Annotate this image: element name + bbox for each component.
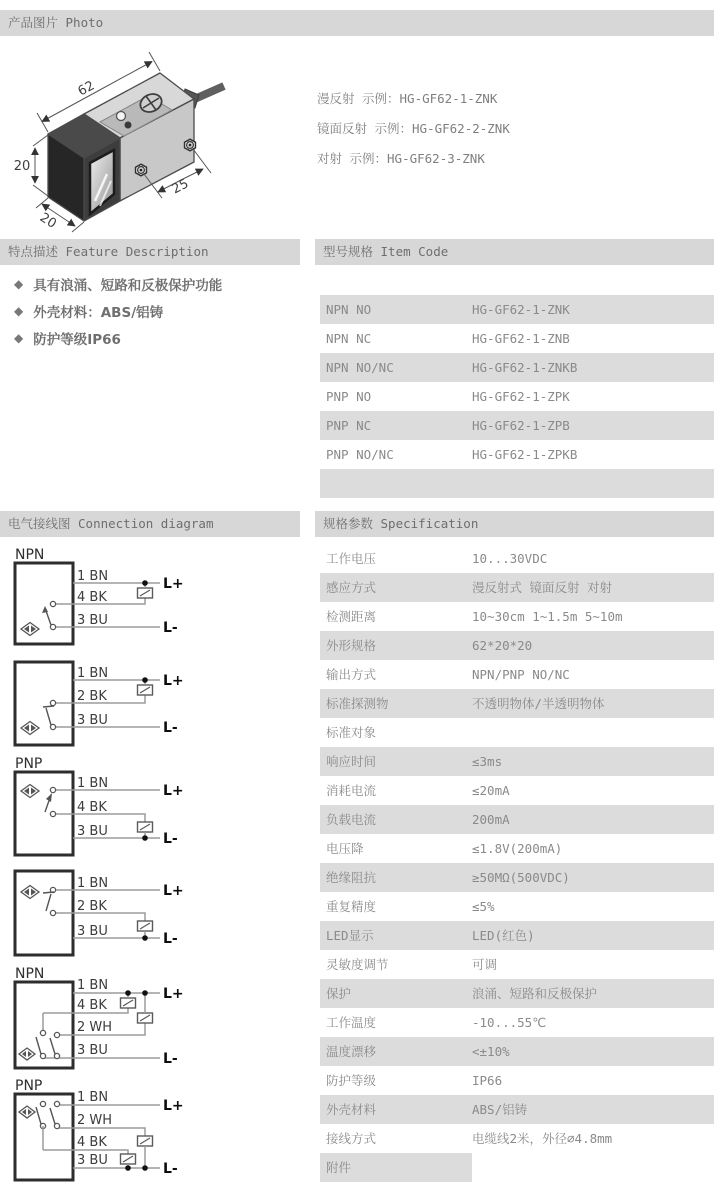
model-example-retroreflective: 镜面反射 示例：HG-GF62-2-ZNK: [317, 121, 510, 136]
spec-label: 灵敏度调节: [326, 957, 389, 972]
spec-value: ≤5%: [472, 899, 495, 914]
svg-text:L-: L-: [163, 831, 178, 847]
svg-text:3 BU: 3 BU: [77, 1153, 108, 1168]
junction-dot: [142, 677, 148, 683]
model-example-diffuse: 漫反射 示例：HG-GF62-1-ZNK: [317, 91, 498, 106]
svg-text:1 BN: 1 BN: [77, 569, 109, 584]
itemcode-section-header: 型号规格 Item Code: [315, 239, 714, 265]
svg-text:L+: L+: [163, 1098, 184, 1114]
junction-dot: [142, 835, 148, 841]
sensor-output-icon: [21, 623, 39, 636]
table-row: [320, 602, 714, 631]
table-row: [320, 382, 714, 411]
table-row: [320, 469, 714, 498]
output-type-cell: PNP NC: [326, 418, 372, 433]
junction-dot: [142, 935, 148, 941]
spec-value: 200mA: [472, 812, 510, 827]
table-row: [320, 295, 714, 324]
svg-text:3 BU: 3 BU: [77, 613, 108, 628]
table-row: [320, 805, 714, 834]
spec-section-header: 规格参数 Specification: [315, 511, 714, 537]
table-row: [320, 747, 714, 776]
svg-text:L-: L-: [163, 620, 178, 636]
table-row: [320, 1095, 714, 1124]
item-code-cell: HG-GF62-1-ZPB: [472, 418, 570, 433]
spec-label: 保护: [326, 986, 352, 1001]
table-row: [320, 1066, 714, 1095]
feature-item: [14, 301, 163, 321]
sensor-output-icon: [21, 886, 39, 899]
svg-text:NPN: NPN: [15, 966, 45, 982]
svg-text:2 WH: 2 WH: [77, 1020, 113, 1035]
indicator-led-dark: [125, 122, 132, 129]
connection-section-header: 电气接线图 Connection diagram: [0, 511, 300, 537]
table-row: [320, 892, 714, 921]
output-type-cell: PNP NO/NC: [326, 447, 394, 462]
spec-value: 电缆线2米，外径⌀4.8mm: [472, 1131, 613, 1146]
table-row: [320, 1124, 714, 1153]
table-row: [320, 718, 714, 747]
table-row: [320, 950, 714, 979]
item-code-table: [320, 295, 714, 498]
output-type-cell: [320, 469, 472, 498]
spec-label: 标准探测物: [326, 696, 389, 711]
spec-label: 重复精度: [326, 899, 377, 914]
table-row: [320, 631, 714, 660]
spec-label: 接线方式: [326, 1131, 377, 1146]
wiring-diagram-npn-nonc: [15, 966, 184, 1068]
specification-table: [320, 544, 714, 1182]
table-row: [320, 863, 714, 892]
svg-text:L-: L-: [163, 1051, 178, 1067]
spec-label: 电压降: [326, 841, 364, 856]
table-row: [320, 1008, 714, 1037]
svg-text:3 BU: 3 BU: [77, 1043, 108, 1058]
feature-text: 具有浪涌、短路和反极保护功能: [33, 278, 223, 294]
wiring-diagram-npn-no: [15, 547, 184, 644]
feature-text: 防护等级IP66: [33, 332, 121, 348]
spec-label: 标准对象: [326, 725, 377, 740]
wiring-diagram-pnp-no: [15, 756, 184, 855]
svg-text:1 BN: 1 BN: [77, 1090, 109, 1105]
svg-text:NPN: NPN: [15, 547, 45, 563]
table-row: [320, 324, 714, 353]
sensor-body: [48, 73, 194, 221]
diamond-bullet-icon: ◆: [14, 304, 24, 318]
sensor-output-icon: [19, 1048, 35, 1060]
output-type-cell: NPN NO/NC: [326, 360, 394, 375]
item-code-cell: [472, 469, 714, 498]
spec-label: 附件: [320, 1153, 472, 1182]
dim-depth: 20: [36, 210, 59, 232]
spec-value: ≤3ms: [472, 754, 503, 769]
junction-dot: [142, 1165, 148, 1171]
junction-dot: [142, 990, 148, 996]
table-row: [320, 776, 714, 805]
table-row: [320, 979, 714, 1008]
sensor-output-icon: [21, 785, 39, 798]
spec-value: LED(红色): [472, 928, 535, 943]
feature-item: [14, 328, 121, 348]
svg-text:1 BN: 1 BN: [77, 876, 109, 891]
svg-text:4 BK: 4 BK: [77, 800, 107, 815]
spec-value: 10...30VDC: [472, 551, 548, 566]
junction-dot: [125, 990, 131, 996]
spec-label: 温度漂移: [326, 1044, 377, 1059]
table-row: [320, 660, 714, 689]
output-type-cell: NPN NC: [326, 331, 372, 346]
spec-label: 响应时间: [326, 754, 377, 769]
table-row: [320, 353, 714, 382]
spec-label: 检测距离: [326, 609, 377, 624]
model-example-throughbeam: 对射 示例：HG-GF62-3-ZNK: [317, 151, 485, 166]
item-code-cell: HG-GF62-1-ZNB: [472, 331, 570, 346]
svg-text:L+: L+: [163, 673, 184, 689]
sensor-output-icon: [21, 722, 39, 735]
sensor-drawing: [8, 46, 308, 236]
spec-label: 防护等级: [326, 1073, 377, 1088]
spec-value: NPN/PNP NO/NC: [472, 667, 570, 682]
output-type-cell: PNP NO: [326, 389, 372, 404]
spec-value: [472, 718, 714, 747]
spec-value: <±10%: [472, 1044, 510, 1059]
spec-value: IP66: [472, 1073, 503, 1088]
spec-value: 浪涌、短路和反极保护: [472, 986, 598, 1001]
item-code-cell: HG-GF62-1-ZNK: [472, 302, 570, 317]
item-code-cell: HG-GF62-1-ZPK: [472, 389, 570, 404]
svg-text:1 BN: 1 BN: [77, 666, 109, 681]
table-row: [320, 1153, 714, 1182]
svg-text:3 BU: 3 BU: [77, 824, 108, 839]
svg-text:L-: L-: [163, 931, 178, 947]
svg-text:L-: L-: [163, 1161, 178, 1177]
dim-height: 20: [13, 159, 31, 174]
feature-text: 外壳材料：ABS/铝铸: [33, 305, 164, 321]
output-type-cell: NPN NO: [326, 302, 372, 317]
dim-hole-spacing: 25: [169, 176, 192, 198]
item-code-cell: HG-GF62-1-ZPKB: [472, 447, 578, 462]
svg-text:L+: L+: [163, 576, 184, 592]
dim-length: 62: [75, 78, 98, 100]
spec-label: 消耗电流: [326, 783, 377, 798]
table-row: [320, 689, 714, 718]
svg-text:2 WH: 2 WH: [77, 1113, 113, 1128]
features-section-header: 特点描述 Feature Description: [0, 239, 300, 265]
spec-value: 62*20*20: [472, 638, 533, 653]
svg-text:L-: L-: [163, 720, 178, 736]
svg-text:3 BU: 3 BU: [77, 713, 108, 728]
spec-label: 感应方式: [326, 580, 377, 595]
spec-label: 绝缘阻抗: [326, 870, 377, 885]
spec-label: LED显示: [326, 928, 374, 943]
svg-text:1 BN: 1 BN: [77, 776, 109, 791]
svg-text:PNP: PNP: [15, 1078, 43, 1094]
wiring-diagram-npn-nc: [15, 662, 184, 745]
spec-label: 工作温度: [326, 1015, 377, 1030]
table-row: [320, 544, 714, 573]
table-row: [320, 573, 714, 602]
spec-value: 10~30cm 1~1.5m 5~10m: [472, 609, 623, 624]
diamond-bullet-icon: ◆: [14, 331, 24, 345]
junction-dot: [142, 580, 148, 586]
spec-value: ABS/铝铸: [472, 1102, 528, 1117]
spec-value: 不透明物体/半透明物体: [472, 696, 605, 711]
spec-value: ≥50MΩ(500VDC): [472, 870, 570, 885]
table-row: [320, 440, 714, 469]
spec-label: 输出方式: [326, 667, 377, 682]
table-row: [320, 411, 714, 440]
table-row: [320, 834, 714, 863]
wiring-diagrams: [0, 540, 215, 1186]
feature-item: [14, 274, 222, 294]
spec-value: ≤20mA: [472, 783, 510, 798]
spec-label: 工作电压: [326, 551, 377, 566]
spec-value: ≤1.8V(200mA): [472, 841, 563, 856]
spec-value: -10...55℃: [472, 1015, 547, 1030]
svg-text:2 BK: 2 BK: [77, 689, 107, 704]
svg-text:PNP: PNP: [15, 756, 43, 772]
svg-text:1 BN: 1 BN: [77, 978, 109, 993]
svg-text:4 BK: 4 BK: [77, 1135, 107, 1150]
svg-text:3 BU: 3 BU: [77, 924, 108, 939]
spec-label: 外壳材料: [326, 1102, 377, 1117]
wiring-diagram-pnp-nc: [15, 871, 184, 955]
svg-text:4 BK: 4 BK: [77, 998, 107, 1013]
spec-value: 漫反射式 镜面反射 对射: [472, 580, 613, 595]
svg-text:2 BK: 2 BK: [77, 899, 107, 914]
wiring-diagram-pnp-nonc: [15, 1078, 184, 1180]
svg-text:L+: L+: [163, 986, 184, 1002]
spec-label: 负载电流: [326, 812, 377, 827]
indicator-led-white: [117, 112, 126, 121]
svg-text:L+: L+: [163, 883, 184, 899]
spec-label: 外形规格: [326, 638, 377, 653]
photo-section-header: 产品图片 Photo: [0, 10, 714, 36]
spec-value: [472, 1153, 714, 1182]
table-row: [320, 921, 714, 950]
table-row: [320, 1037, 714, 1066]
svg-text:L+: L+: [163, 783, 184, 799]
diamond-bullet-icon: ◆: [14, 277, 24, 291]
spec-value: 可调: [472, 957, 498, 972]
svg-text:4 BK: 4 BK: [77, 590, 107, 605]
item-code-cell: HG-GF62-1-ZNKB: [472, 360, 578, 375]
junction-dot: [125, 1165, 131, 1171]
sensor-output-icon: [19, 1106, 35, 1118]
